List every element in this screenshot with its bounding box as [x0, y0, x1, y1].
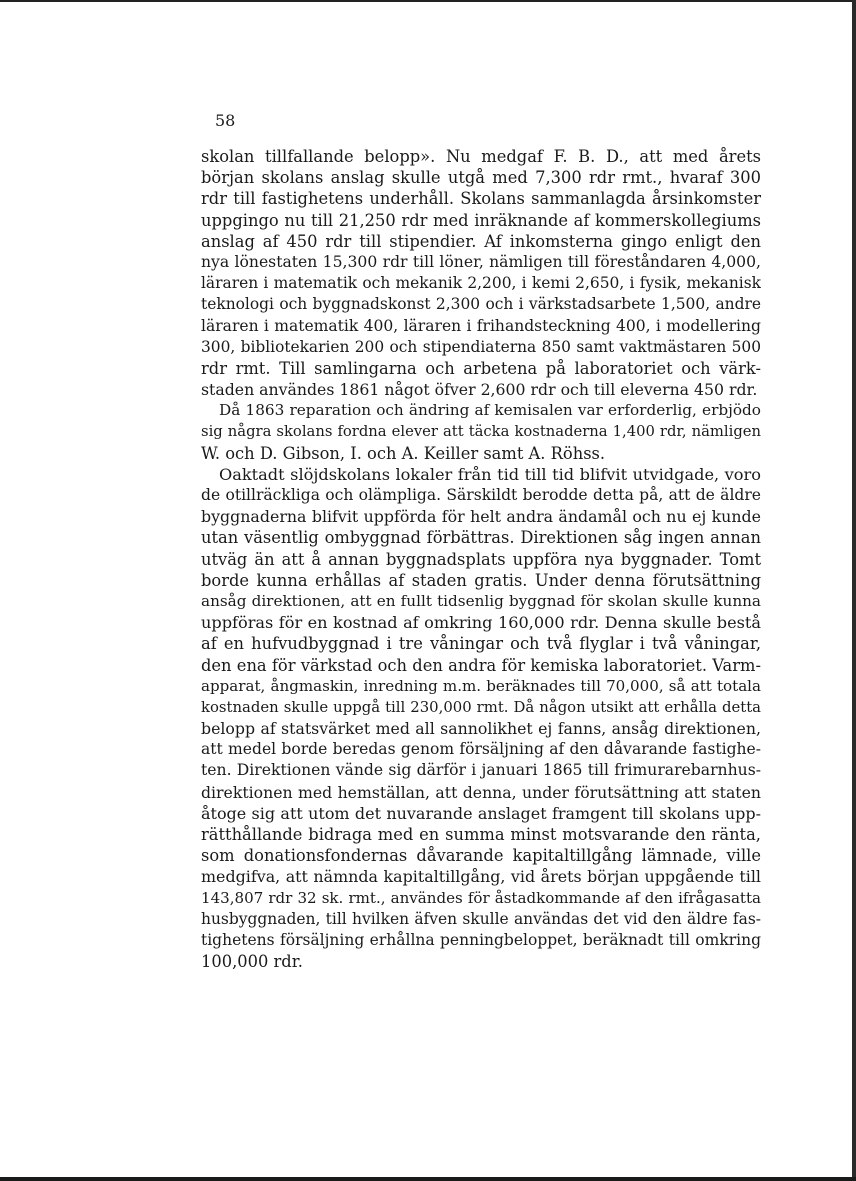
- text-line: uppföras för en kostnad af omkring 160,000 rdr. Denna skulle bestå: [201, 613, 761, 633]
- text-line: skolan tillfallande belopp». Nu medgaf F. B. D., att med årets: [201, 147, 761, 166]
- text-line: utan väsentlig ombyggnad förbättras. Direktionen såg ingen annan: [201, 528, 761, 548]
- text-line: läraren i matematik och mekanik 2,200, i kemi 2,650, i fysik, mekanisk: [201, 274, 761, 293]
- text-line: belopp af statsvärket med all sannolikhet ej fanns, ansåg direktionen,: [201, 719, 761, 739]
- text-line: de otillräckliga och olämpliga. Särskildt berodde detta på, att de äldre: [201, 486, 761, 504]
- text-line: början skolans anslag skulle utgå med 7,300 rdr rmt., hvaraf 300: [201, 168, 761, 188]
- scan-edge-bottom: [0, 1177, 856, 1181]
- text-line: sig några skolans fordna elever att täcka kostnaderna 1,400 rdr, nämligen: [201, 423, 761, 441]
- text-line: W. och D. Gibson, I. och A. Keiller samt A. Röhss.: [201, 443, 606, 463]
- text-line: apparat, ångmaskin, inredning m.m. beräknades till 70,000, så att totala: [201, 676, 761, 695]
- text-line: den ena för värkstad och den andra för kemiska laboratoriet. Varm-: [201, 655, 761, 675]
- scan-edge-top: [0, 0, 856, 2]
- text-line: anslag af 450 rdr till stipendier. Af inkomsterna gingo enligt den: [201, 231, 761, 251]
- text-line: ansåg direktionen, att en fullt tidsenlig byggnad för skolan skulle kunna: [201, 591, 761, 610]
- text-line: Då 1863 reparation och ändring af kemisalen var erforderlig, erbjödo: [219, 401, 761, 420]
- text-line: ten. Direktionen vände sig därför i januari 1865 till frimurarebarnhus-: [201, 761, 761, 780]
- text-line: medgifva, att nämnda kapitaltillgång, vid årets början uppgående till: [201, 867, 761, 887]
- text-line: nya lönestaten 15,300 rdr till löner, nämligen till föreståndaren 4,000,: [201, 252, 761, 271]
- text-line: att medel borde beredas genom försäljning af den dåvarande fastighe-: [201, 740, 761, 759]
- text-line: af en hufvudbyggnad i tre våningar och två flyglar i två våningar,: [201, 634, 761, 654]
- text-line: som donationsfondernas dåvarande kapitaltillgång lämnade, ville: [201, 846, 761, 866]
- text-line: tighetens försäljning erhållna penningbeloppet, beräknadt till omkring: [201, 930, 761, 949]
- text-line: uppgingo nu till 21,250 rdr med inräknande af kommerskollegiums: [201, 210, 761, 230]
- text-line: staden användes 1861 något öfver 2,600 rdr och till eleverna 450 rdr.: [201, 380, 758, 400]
- text-line: direktionen med hemställan, att denna, under förutsättning att staten: [201, 782, 761, 802]
- text-line: teknologi och byggnadskonst 2,300 och i värkstadsarbete 1,500, andre: [201, 295, 761, 314]
- text-line: husbyggnaden, till hvilken äfven skulle användas det vid den äldre fas-: [201, 909, 761, 928]
- text-line: kostnaden skulle uppgå till 230,000 rmt. Då någon utsikt att erhålla detta: [201, 698, 761, 716]
- text-line: utväg än att å annan byggnadsplats uppföra nya byggnader. Tomt: [201, 549, 761, 569]
- text-line: rdr till fastighetens underhåll. Skolans sammanlagda årsinkomster: [201, 189, 761, 209]
- text-line: byggnaderna blifvit uppförda för helt andra ändamål och nu ej kunde: [201, 507, 761, 527]
- body-text: [201, 146, 761, 972]
- text-line: rätthållande bidraga med en summa minst motsvarande den ränta,: [201, 825, 761, 844]
- text-line: åtoge sig att utom det nuvarande anslaget framgent till skolans upp-: [201, 803, 761, 823]
- text-line: 100,000 rdr.: [201, 952, 303, 972]
- text-line: 300, bibliotekarien 200 och stipendiaterna 850 samt vaktmästaren 500: [201, 337, 761, 356]
- text-line: läraren i matematik 400, läraren i frihandsteckning 400, i modellering: [201, 316, 761, 335]
- text-line: borde kunna erhållas af staden gratis. Under denna förutsättning: [201, 570, 761, 590]
- page-number: 58: [215, 111, 236, 130]
- scan-edge-right: [852, 0, 856, 1181]
- text-line: Oaktadt slöjdskolans lokaler från tid till tid blifvit utvidgade, voro: [219, 464, 761, 484]
- text-line: rdr rmt. Till samlingarna och arbetena på laboratoriet och värk-: [201, 358, 761, 378]
- text-line: 143,807 rdr 32 sk. rmt., användes för åstadkommande af den ifrågasatta: [201, 888, 761, 907]
